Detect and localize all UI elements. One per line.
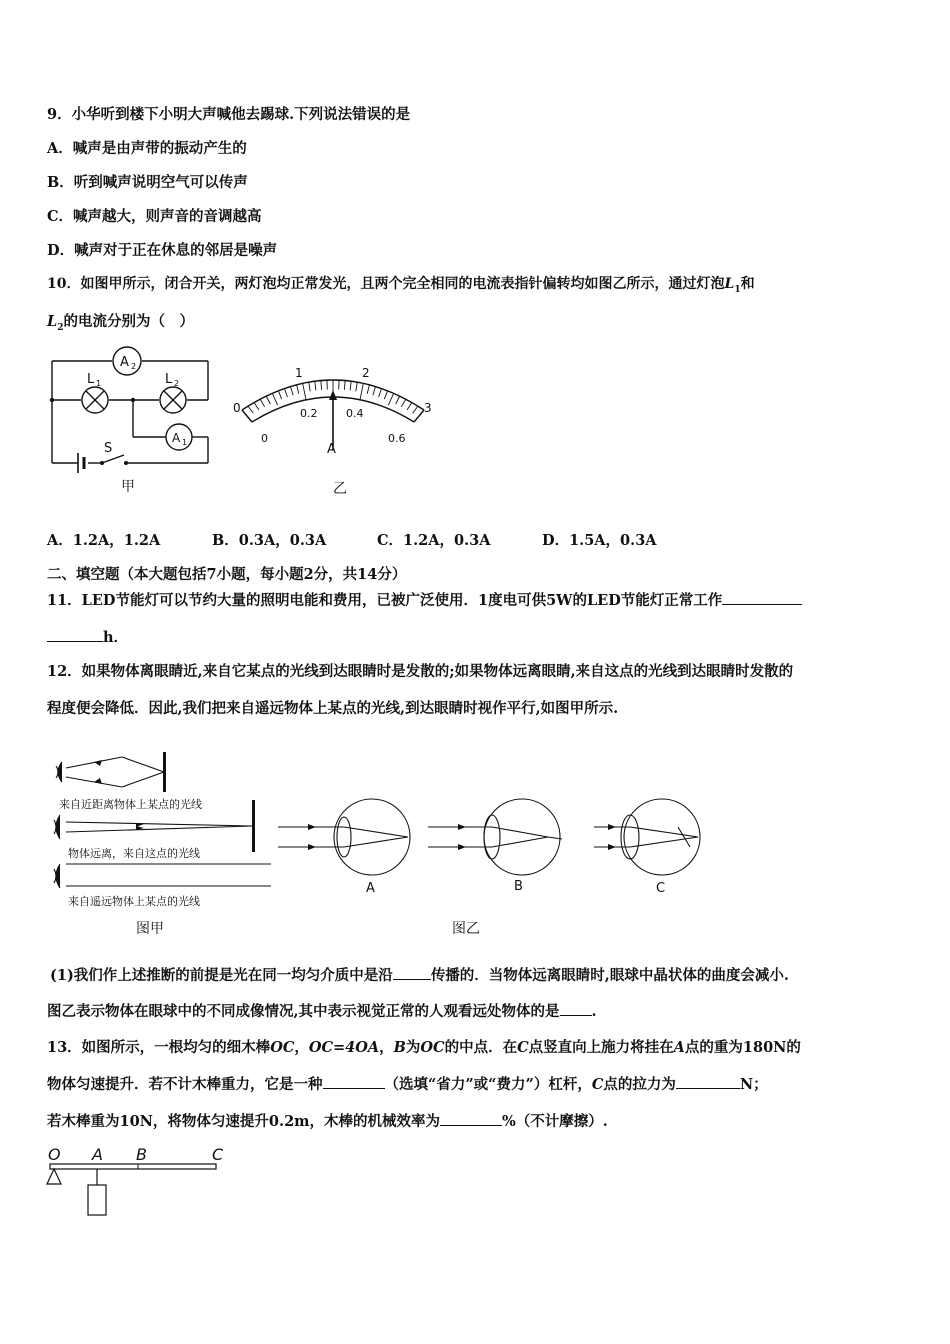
lamp-l1-label: L bbox=[87, 372, 95, 387]
lever-rod bbox=[50, 1164, 216, 1169]
q13-blank-3[interactable] bbox=[440, 1111, 502, 1126]
q13-text-2d: N； bbox=[739, 1076, 768, 1093]
dial-tick bbox=[356, 382, 357, 391]
eye-b-label: B bbox=[514, 879, 523, 894]
q9-option-b: B．听到喊声说明空气可以传声 bbox=[47, 174, 248, 191]
q12-line2: 程度便会降低．因此,我们把来自遥远物体上某点的光线,到达眼睛时视作平行,如图甲所示. bbox=[47, 700, 619, 717]
svg-text:1: 1 bbox=[96, 379, 102, 388]
dial-tick bbox=[315, 381, 316, 390]
q12-sub1-text-a: (1)我们作上述推断的前提是光在同一均匀介质中是沿 bbox=[50, 967, 393, 984]
q13-line2 bbox=[47, 1073, 768, 1094]
eye-a bbox=[334, 799, 410, 875]
q13-wei: 为 bbox=[405, 1039, 421, 1056]
q13-b: B bbox=[393, 1039, 406, 1056]
dial-tick bbox=[266, 396, 270, 404]
q10-option-a: A．1.2A，1.2A bbox=[47, 532, 161, 549]
scale-bottom-02: 0.2 bbox=[300, 407, 318, 420]
q11-blank-1[interactable] bbox=[722, 590, 802, 605]
q12-sub1-line1 bbox=[50, 964, 789, 985]
q13-text-e: 的中点．在 bbox=[444, 1039, 518, 1056]
q13-blank-1[interactable] bbox=[323, 1074, 385, 1089]
q13-text-f: 点竖直向上施力将挂在 bbox=[528, 1039, 674, 1056]
dial-tick bbox=[413, 406, 418, 413]
ammeter-a1-label: A bbox=[172, 431, 181, 445]
q10-option-c: C．1.2A，0.3A bbox=[377, 532, 491, 549]
dial-tick bbox=[242, 410, 252, 422]
hanging-weight bbox=[88, 1185, 106, 1215]
q9-stem: 9．小华听到楼下小明大声喊他去踢球.下列说法错误的是 bbox=[47, 106, 411, 123]
eye-a-label: A bbox=[366, 881, 375, 896]
ammeter-dial bbox=[228, 360, 438, 460]
q13-oc: OC bbox=[270, 1039, 295, 1056]
dial-tick bbox=[344, 381, 345, 390]
dial-tick bbox=[388, 393, 393, 405]
circuit-diagram bbox=[44, 345, 216, 495]
dial-tick bbox=[384, 391, 387, 399]
scale-top-1: 1 bbox=[295, 366, 303, 380]
scale-top-0: 0 bbox=[233, 401, 241, 415]
fig-yi-caption-2: 图乙 bbox=[452, 921, 480, 937]
dial-tick bbox=[272, 393, 277, 405]
section-title: 二、填空题（本大题包括7小题，每小题2分，共14分） bbox=[47, 566, 407, 583]
q11-blank-2[interactable] bbox=[47, 627, 103, 642]
q13-line1 bbox=[47, 1036, 801, 1057]
dial-tick bbox=[284, 389, 287, 398]
eye-c bbox=[624, 799, 700, 875]
scale-bottom-0: 0 bbox=[261, 432, 268, 445]
lever-label-a: A bbox=[92, 1145, 103, 1164]
q11-line2 bbox=[47, 626, 128, 647]
dial-tick bbox=[373, 387, 376, 396]
dial-tick bbox=[248, 406, 253, 413]
q13-text-2c: 点的拉力为 bbox=[603, 1076, 676, 1093]
q10-stem-text2: 的电流分别为（ ） bbox=[63, 313, 194, 330]
dial-tick bbox=[291, 387, 294, 396]
dial-unit-letter: A bbox=[327, 442, 336, 457]
dial-tick bbox=[379, 389, 382, 398]
dial-tick bbox=[360, 383, 363, 399]
scale-top-2: 2 bbox=[362, 366, 370, 380]
fulcrum bbox=[47, 1169, 61, 1184]
q12-blank-2[interactable] bbox=[560, 1001, 592, 1016]
fig-light-rays bbox=[46, 740, 276, 910]
q10-l2-sub: 2 bbox=[57, 322, 64, 333]
q13-text-2a: 物体匀速提升．若不计木棒重力，它是一种 bbox=[47, 1076, 323, 1093]
q10-l2-symbol: L bbox=[47, 313, 58, 330]
eye-c-label: C bbox=[656, 881, 666, 896]
q10-l1-sub: 1 bbox=[734, 284, 741, 295]
q9-option-a: A．喊声是由声带的振动产生的 bbox=[47, 140, 247, 157]
dial-tick bbox=[321, 381, 322, 390]
ray-label-remote: 来自遥远物体上某点的光线 bbox=[68, 895, 200, 908]
q11-line1 bbox=[47, 589, 802, 610]
q13-text-2b: （选填“省力”或“费力”）杠杆， bbox=[384, 1076, 592, 1093]
ammeter-a2-sub: 2 bbox=[131, 362, 137, 371]
q13-line3 bbox=[47, 1110, 608, 1131]
svg-text:2: 2 bbox=[174, 379, 180, 388]
ray-label-far: 物体远离，来自这点的光线 bbox=[68, 847, 200, 860]
q13-blank-2[interactable] bbox=[676, 1074, 740, 1089]
dial-tick bbox=[303, 383, 306, 399]
q13-comma-2: ， bbox=[379, 1039, 394, 1056]
dial-tick bbox=[278, 391, 281, 399]
q12-sub1-line2 bbox=[47, 1000, 597, 1021]
q13-a: A bbox=[673, 1039, 685, 1056]
ammeter-a2-label: A bbox=[120, 355, 129, 370]
dial-tick bbox=[367, 385, 369, 394]
lever-label-o: O bbox=[48, 1145, 61, 1164]
q10-stem-line2 bbox=[47, 310, 194, 333]
q12-sub1-text-c: 图乙表示物体在眼球中的不同成像情况,其中表示视觉正常的人观看远处物体的是 bbox=[47, 1003, 560, 1020]
q12-blank-1[interactable] bbox=[393, 965, 431, 980]
fig-yi-caption: 乙 bbox=[333, 481, 347, 497]
dial-tick bbox=[350, 381, 351, 390]
q13-oc2: OC bbox=[420, 1039, 445, 1056]
q13-text-a: 13．如图所示，一根均匀的细木棒 bbox=[47, 1039, 271, 1056]
q10-option-d: D．1.5A，0.3A bbox=[542, 532, 657, 549]
q10-stem-and: 和 bbox=[740, 276, 755, 292]
scale-bottom-04: 0.4 bbox=[346, 407, 364, 420]
lever-diagram bbox=[42, 1140, 232, 1222]
ammeter-a1-sub: 1 bbox=[182, 438, 188, 447]
scale-bottom-06: 0.6 bbox=[388, 432, 406, 445]
dial-tick bbox=[309, 382, 310, 391]
dial-tick bbox=[297, 385, 299, 394]
q11-unit: h． bbox=[103, 629, 129, 646]
q13-text-g: 点的重为180N的 bbox=[684, 1039, 801, 1056]
fig-jia-caption: 甲 bbox=[121, 479, 135, 495]
q12-sub1-text-b: 传播的．当物体远离眼睛时,眼球中晶状体的曲度会减小. bbox=[430, 967, 789, 984]
lamp-l2-label: L bbox=[165, 372, 173, 387]
dial-tick bbox=[407, 403, 412, 410]
q11-text: 11．LED节能灯可以节约大量的照明电能和费用，已被广泛使用．1度电可供5W的LED节能灯正常工作 bbox=[47, 592, 723, 609]
q10-l1-symbol: L bbox=[724, 276, 735, 292]
q13-text-3a: 若木棒重为10N，将物体匀速提升0.2m，木棒的机械效率为 bbox=[47, 1113, 440, 1130]
q13-text-3b: %（不计摩擦）. bbox=[502, 1113, 608, 1130]
fig-jia-caption-2: 图甲 bbox=[136, 921, 164, 937]
q10-stem-line1 bbox=[47, 273, 755, 295]
scale-top-3: 3 bbox=[424, 401, 432, 415]
q13-oc-eq: OC=4OA bbox=[308, 1039, 380, 1056]
ray-label-near: 来自近距离物体上某点的光线 bbox=[59, 798, 202, 811]
dial-tick bbox=[401, 399, 405, 407]
dial-tick bbox=[254, 403, 259, 410]
q13-c2: C bbox=[591, 1076, 604, 1093]
dial-tick bbox=[396, 396, 400, 404]
q13-comma-1: ， bbox=[294, 1039, 309, 1056]
switch-label: S bbox=[104, 441, 113, 456]
dial-tick bbox=[260, 399, 264, 407]
q9-option-d: D．喊声对于正在休息的邻居是噪声 bbox=[47, 242, 278, 259]
q9-option-c: C．喊声越大，则声音的音调越高 bbox=[47, 208, 262, 225]
lever-label-c: C bbox=[212, 1145, 224, 1164]
q12-line1: 12．如果物体离眼睛近,来自它某点的光线到达眼睛时是发散的;如果物体远离眼睛,来自这点的光线到达眼睛时发散的 bbox=[47, 663, 794, 680]
q13-c: C bbox=[517, 1039, 529, 1056]
q12-sub1-text-d: . bbox=[591, 1003, 597, 1020]
dial-tick bbox=[414, 410, 424, 422]
q10-option-b: B．0.3A，0.3A bbox=[212, 532, 327, 549]
fig-eyeballs bbox=[278, 795, 708, 905]
q10-stem-text: 10．如图甲所示，闭合开关，两灯泡均正常发光，且两个完全相同的电流表指针偏转均如图乙所示，通过灯泡 bbox=[47, 276, 725, 292]
lever-label-b: B bbox=[136, 1145, 147, 1164]
